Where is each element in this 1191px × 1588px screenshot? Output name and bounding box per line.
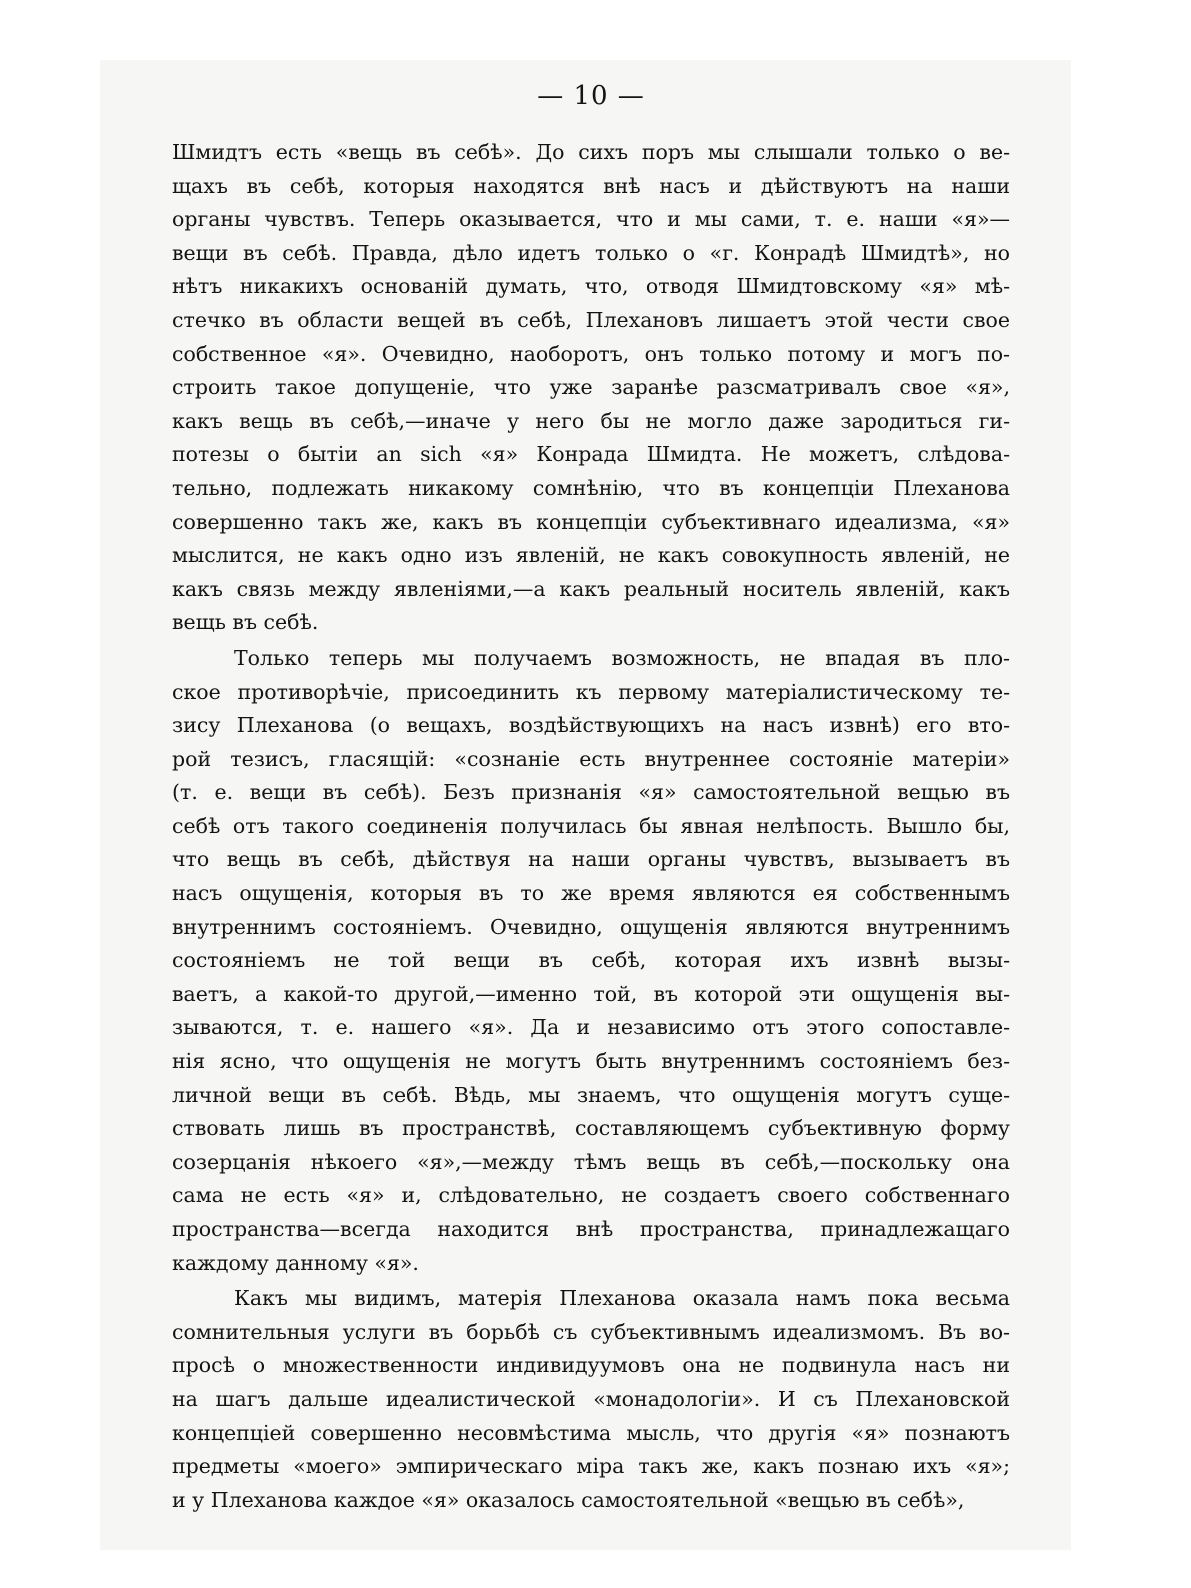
text-line: предметы «моего» эмпирическаго міра такъ же, какъ познаю ихъ «я»; xyxy=(172,1454,1010,1479)
text-line: вещи въ себѣ. Правда, дѣло идетъ только о «г. Конрадѣ Шмидтѣ», но xyxy=(172,240,1010,265)
book-page xyxy=(172,70,1010,1517)
text-line: мыслится, не какъ одно изъ явленій, не какъ совокупность явленій, не xyxy=(172,543,1010,568)
text-line: каждому данному «я». xyxy=(172,1250,419,1275)
text-line: вещь въ себѣ. xyxy=(172,610,319,635)
text-line: зываются, т. е. нашего «я». Да и независимо отъ этого сопоставле- xyxy=(172,1015,1010,1040)
text-line: сама не есть «я» и, слѣдовательно, не создаетъ своего собственнаго xyxy=(172,1183,1010,1208)
text-line: и у Плеханова каждое «я» оказалось самостоятельной «вещью въ себѣ», xyxy=(172,1487,965,1512)
text-line: Шмидтъ есть «вещь въ себѣ». До сихъ поръ мы слышали только о ве- xyxy=(172,140,1010,164)
text-line: просѣ о множественности индивидуумовъ она не подвинула насъ ни xyxy=(172,1353,1010,1378)
text-line: щахъ въ себѣ, которыя находятся внѣ насъ и дѣйствуютъ на наши xyxy=(172,173,1010,198)
text-line: совершенно такъ же, какъ въ концепціи субъективнаго идеализма, «я» xyxy=(172,509,1010,534)
text-line: собственное «я». Очевидно, наоборотъ, онъ только потому и могъ по- xyxy=(172,341,1010,366)
paragraph xyxy=(172,1282,1010,1517)
text-line: Какъ мы видимъ, матерія Плеханова оказала намъ пока весьма xyxy=(234,1286,1010,1311)
paragraph xyxy=(172,642,1010,1280)
text-line: нѣтъ никакихъ основаній думать, что, отводя Шмидтовскому «я» мѣ- xyxy=(172,274,1010,299)
text-line: ваетъ, а какой-то другой,—именно той, въ которой эти ощущенія вы- xyxy=(172,981,1010,1006)
text-line: концепціей совершенно несовмѣстима мысль, что другія «я» познаютъ xyxy=(172,1420,1010,1445)
text-line: (т. е. вещи въ себѣ). Безъ признанія «я» самостоятельной вещью въ xyxy=(172,780,1010,805)
paragraph xyxy=(172,136,1010,640)
text-line: насъ ощущенія, которыя въ то же время являются ея собственнымъ xyxy=(172,881,1010,906)
text-line: органы чувствъ. Теперь оказывается, что и мы сами, т. е. наши «я»— xyxy=(172,207,1010,232)
text-line: строить такое допущеніе, что уже заранѣе разсматривалъ свое «я», xyxy=(172,375,1010,400)
text-line: созерцанія нѣкоего «я»,—между тѣмъ вещь въ себѣ,—поскольку она xyxy=(172,1149,1010,1174)
text-line: ское противорѣчіе, присоединить къ первому матеріалистическому те- xyxy=(172,679,1010,704)
text-line: внутреннимъ состояніемъ. Очевидно, ощущенія являются внутреннимъ xyxy=(172,914,1010,939)
text-line: пространства—всегда находится внѣ пространства, принадлежащаго xyxy=(172,1217,1010,1241)
text-line: сомнительныя услуги въ борьбѣ съ субъективнымъ идеализмомъ. Въ во- xyxy=(172,1319,1010,1344)
text-line: ствовать лишь въ пространствѣ, составляющемъ субъективную форму xyxy=(172,1116,1010,1141)
text-line: какъ связь между явленіями,—а какъ реальный носитель явленій, какъ xyxy=(172,576,1010,601)
text-line: зису Плеханова (о вещахъ, воздѣйствующихъ на насъ извнѣ) его вто- xyxy=(172,713,1010,738)
text-line: себѣ отъ такого соединенія получилась бы явная нелѣпость. Вышло бы, xyxy=(172,813,1010,838)
text-line: нія ясно, что ощущенія не могутъ быть внутреннимъ состояніемъ без- xyxy=(172,1049,1010,1074)
text-line: какъ вещь въ себѣ,—иначе у него бы не могло даже зародиться ги- xyxy=(172,408,1010,433)
text-line: рой тезисъ, гласящій: «сознаніе есть внутреннее состояніе матеріи» xyxy=(172,746,1010,771)
text-line: стечко въ области вещей въ себѣ, Плехановъ лишаетъ этой чести свое xyxy=(172,307,1010,332)
text-line: состояніемъ не той вещи въ себѣ, которая ихъ извнѣ вызы- xyxy=(172,948,1010,973)
text-line: личной вещи въ себѣ. Вѣдь, мы знаемъ, что ощущенія могутъ суще- xyxy=(172,1082,1010,1107)
body-text xyxy=(172,136,1010,1517)
text-line: на шагъ дальше идеалистической «монадологіи». И съ Плехановской xyxy=(172,1386,1010,1411)
page-number: — 10 — xyxy=(537,81,645,111)
text-line: Только теперь мы получаемъ возможность, не впадая въ пло- xyxy=(234,645,1010,670)
text-line: тельно, подлежать никакому сомнѣнію, что въ концепціи Плеханова xyxy=(172,475,1010,500)
text-line: потезы о бытіи an sich «я» Конрада Шмидта. Не можетъ, слѣдова- xyxy=(172,442,1010,467)
text-line: что вещь въ себѣ, дѣйствуя на наши органы чувствъ, вызываетъ въ xyxy=(172,847,1010,872)
